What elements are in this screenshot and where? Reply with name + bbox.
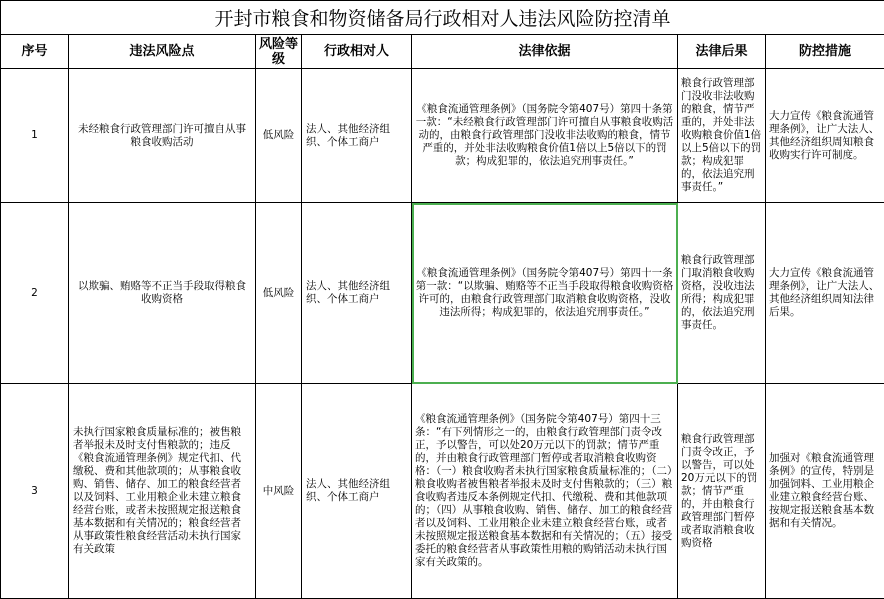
cell-legal-consequence[interactable]: 粮食行政管理部门取消粮食收购资格，没收违法所得；构成犯罪的，依法追究刑事责任。 [678,203,766,384]
cell-risk-point[interactable]: 未经粮食行政管理部门许可擅自从事粮食收购活动 [69,69,256,203]
cell-legal-basis[interactable]: 《粮食流通管理条例》（国务院令第407号）第四十三条：“有下列情形之一的，由粮食行政管理部门责令改正，予以警告，可以处20万元以下的罚款；情节严重的，并由粮食行政管理部门暂停或者取消粮食收购资格：（一）粮食收购者未执行国家粮食质量标准的；（二）粮食收购者被售粮者举报未及时支付售粮款的；（三）粮食收购者违反本条例规定代扣、代缴税、费和其他款项的；（四）从事粮食收购、销售、储存、加工的粮食经营者以及饲料、工业用粮企业未建立粮食经营台账，或者未按照规定报送粮食基本数据和有关情况的；（五）接受委托的粮食经营者从事政策性用粮的购销活动未执行国家有关政策的。 [412,384,678,599]
header-control-measures[interactable]: 防控措施 [766,35,884,69]
cell-legal-consequence[interactable]: 粮食行政管理部门没收非法收购的粮食，情节严重的，并处非法收购粮食价值1倍以上5倍以下的罚款；构成犯罪的，依法追究刑事责任。” [678,69,766,203]
header-row [1,35,884,69]
cell-legal-basis[interactable]: 《粮食流通管理条例》（国务院令第407号）第四十条第一款：“未经粮食行政管理部门许可擅自从事粮食收购活动的，由粮食行政管理部门没收非法收购的粮食，情节严重的，并处非法收购粮食价值1倍以上5倍以下的罚款；构成犯罪的，依法追究刑事责任。” [412,69,678,203]
table-row [1,384,884,599]
header-legal-basis[interactable]: 法律依据 [412,35,678,69]
cell-no[interactable]: 1 [1,69,69,203]
header-legal-consequence[interactable]: 法律后果 [678,35,766,69]
header-no[interactable]: 序号 [1,35,69,69]
cell-no[interactable]: 2 [1,203,69,384]
cell-legal-basis-selected[interactable]: 《粮食流通管理条例》（国务院令第407号）第四十一条第一款：“以欺骗、贿赂等不正当手段取得粮食收购资格许可的，由粮食行政管理部门取消粮食收购资格，没收违法所得；构成犯罪的，依法追究刑事责任。” [412,203,678,384]
header-risk-point[interactable]: 违法风险点 [69,35,256,69]
cell-legal-consequence[interactable]: 粮食行政管理部门责令改正，予以警告，可以处20万元以下的罚款；情节严重的，并由粮食行政管理部门暂停或者取消粮食收购资格 [678,384,766,599]
cell-control-measures[interactable]: 大力宣传《粮食流通管理条例》，让广大法人、其他经济组织周知法律后果。 [766,203,884,384]
cell-no[interactable]: 3 [1,384,69,599]
cell-party[interactable]: 法人、其他经济组织、个体工商户 [302,203,412,384]
table-row [1,203,884,384]
cell-risk-point[interactable]: 未执行国家粮食质量标准的；被售粮者举报未及时支付售粮款的；违反《粮食流通管理条例》规定代扣、代缴税、费和其他款项的；从事粮食收购、销售、储存、加工的粮食经营者以及饲料、工业用粮企业未建立粮食经营台账，或者未按照规定报送粮食基本数据和有关情况的；粮食经营者从事政策性粮食经营活动未执行国家有关政策 [69,384,256,599]
cell-risk-level[interactable]: 低风险 [256,203,302,384]
cell-risk-level[interactable]: 低风险 [256,69,302,203]
cell-control-measures[interactable]: 大力宣传《粮食流通管理条例》，让广大法人、其他经济组织周知粮食收购实行许可制度。 [766,69,884,203]
cell-risk-level[interactable]: 中风险 [256,384,302,599]
header-risk-level[interactable]: 风险等级 [256,35,302,69]
sheet-title[interactable]: 开封市粮食和物资储备局行政相对人违法风险防控清单 [1,1,884,35]
cell-party[interactable]: 法人、其他经济组织、个体工商户 [302,69,412,203]
cell-risk-point[interactable]: 以欺骗、贿赂等不正当手段取得粮食收购资格 [69,203,256,384]
table-row [1,69,884,203]
cell-control-measures[interactable]: 加强对《粮食流通管理条例》的宣传，特别是加强饲料、工业用粮企业建立粮食经营台账、按规定报送粮食基本数据和有关情况。 [766,384,884,599]
cell-party[interactable]: 法人、其他经济组织、个体工商户 [302,384,412,599]
header-party[interactable]: 行政相对人 [302,35,412,69]
